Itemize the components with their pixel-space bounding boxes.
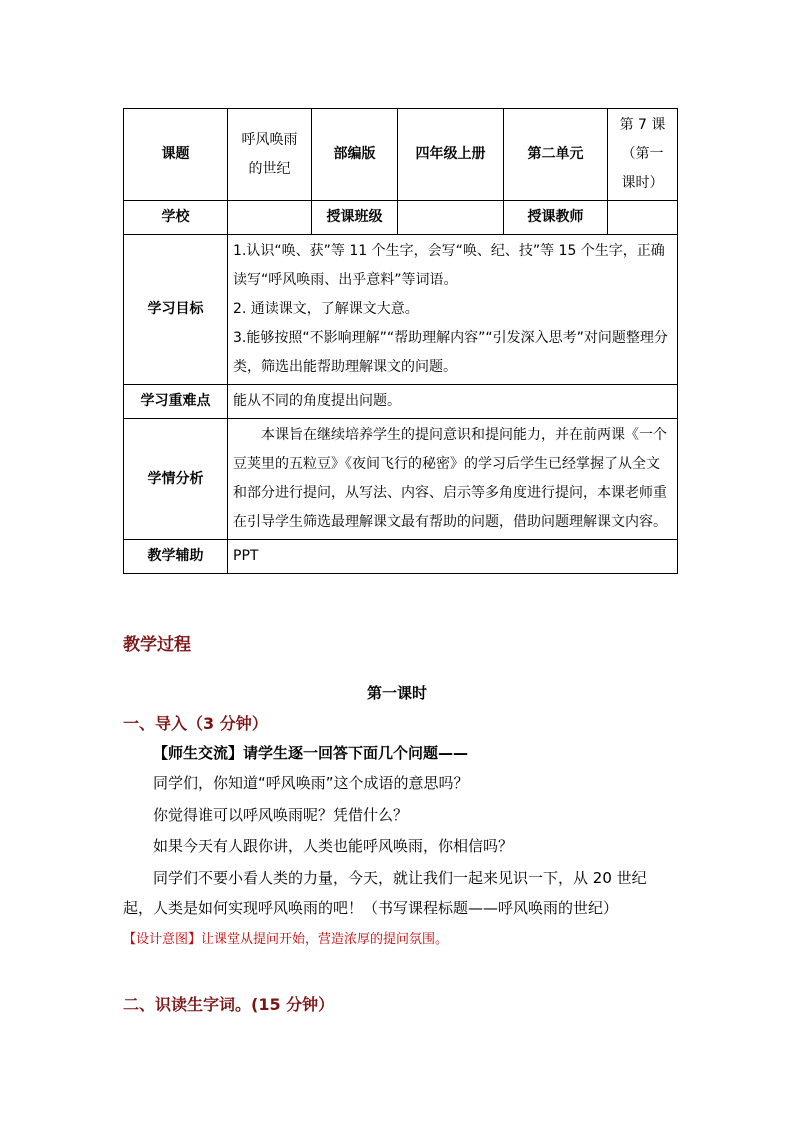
analysis-label: 学情分析	[124, 419, 228, 540]
section1-title: 一、导入（3 分钟）	[123, 714, 268, 733]
teacher-value	[608, 201, 678, 235]
school-label: 学校	[124, 201, 228, 235]
aids-content: PPT	[228, 540, 678, 574]
lesson-title: 第一课时	[366, 684, 427, 702]
section2-title: 二、识读生字词。(15 分钟）	[123, 995, 335, 1014]
school-value	[228, 201, 312, 235]
lesson-line: （第一	[621, 146, 664, 162]
process-title: 教学过程	[123, 635, 191, 655]
topic-value	[228, 109, 312, 201]
key-points-content: 能从不同的角度提出问题。	[228, 385, 678, 419]
analysis-content: 本课旨在继续培养学生的提问意识和提问能力，并在前两课《一个豆荚里的五粒豆》《夜间飞行的秘密》的学习后学生已经掌握了从全文和部分进行提问，从写法、内容、启示等多角度进行提问，本课老师重在引导学生筛选最理解课文最有帮助的问题，借助问题理解课文内容。	[228, 419, 678, 540]
topic-label: 课题	[124, 109, 228, 201]
key-points-label: 学习重难点	[124, 385, 228, 419]
goals-content	[228, 235, 678, 385]
table-row-topic	[124, 109, 678, 201]
lesson-cell	[608, 109, 678, 201]
grade-cell: 四年级上册	[398, 109, 504, 201]
topic-line: 的世纪	[248, 160, 291, 177]
table-row-goals	[124, 235, 678, 385]
topic-line: 呼风唤雨	[241, 131, 298, 148]
lesson-info-table	[123, 108, 678, 574]
goal-item: 1.认识“唤、获”等 11 个生字，会写“唤、纪、技”等 15 个生字，正确读写“呼风唤雨、出乎意料”等词语。	[233, 243, 665, 288]
table-row-aids	[124, 540, 678, 574]
section1-paragraph-line: 同学们不要小看人类的力量，今天，就让我们一起来见识一下，从 20 世纪	[153, 869, 647, 887]
class-value	[398, 201, 504, 235]
class-label: 授课班级	[312, 201, 398, 235]
teacher-label: 授课教师	[504, 201, 608, 235]
goal-item: 2. 通读课文，了解课文大意。	[233, 301, 419, 317]
table-row-key-points	[124, 385, 678, 419]
table-row-analysis	[124, 419, 678, 540]
section1-paragraph-line: 起，人类是如何实现呼风唤雨的吧！（书写课程标题——呼风唤雨的世纪）	[123, 899, 619, 917]
section1-lead: 【师生交流】请学生逐一回答下面几个问题——	[153, 744, 469, 762]
lesson-line: 第 7 课	[619, 117, 666, 133]
section1-question: 你觉得谁可以呼风唤雨呢？凭借什么？	[153, 806, 409, 824]
design-intent-note: 【设计意图】让课堂从提问开始，营造浓厚的提问氛围。	[123, 932, 449, 947]
table-row-school	[124, 201, 678, 235]
section1-question: 同学们，你知道“呼风唤雨”这个成语的意思吗？	[153, 774, 469, 792]
lesson-line: 课时）	[621, 175, 664, 191]
section1-question: 如果今天有人跟你讲，人类也能呼风唤雨，你相信吗？	[153, 837, 514, 855]
goals-label: 学习目标	[124, 235, 228, 385]
edition-cell: 部编版	[312, 109, 398, 201]
aids-label: 教学辅助	[124, 540, 228, 574]
unit-cell: 第二单元	[504, 109, 608, 201]
goal-item: 3.能够按照“不影响理解”“帮助理解内容”“引发深入思考”对问题整理分类，筛选出能帮助理解课文的问题。	[233, 330, 668, 375]
